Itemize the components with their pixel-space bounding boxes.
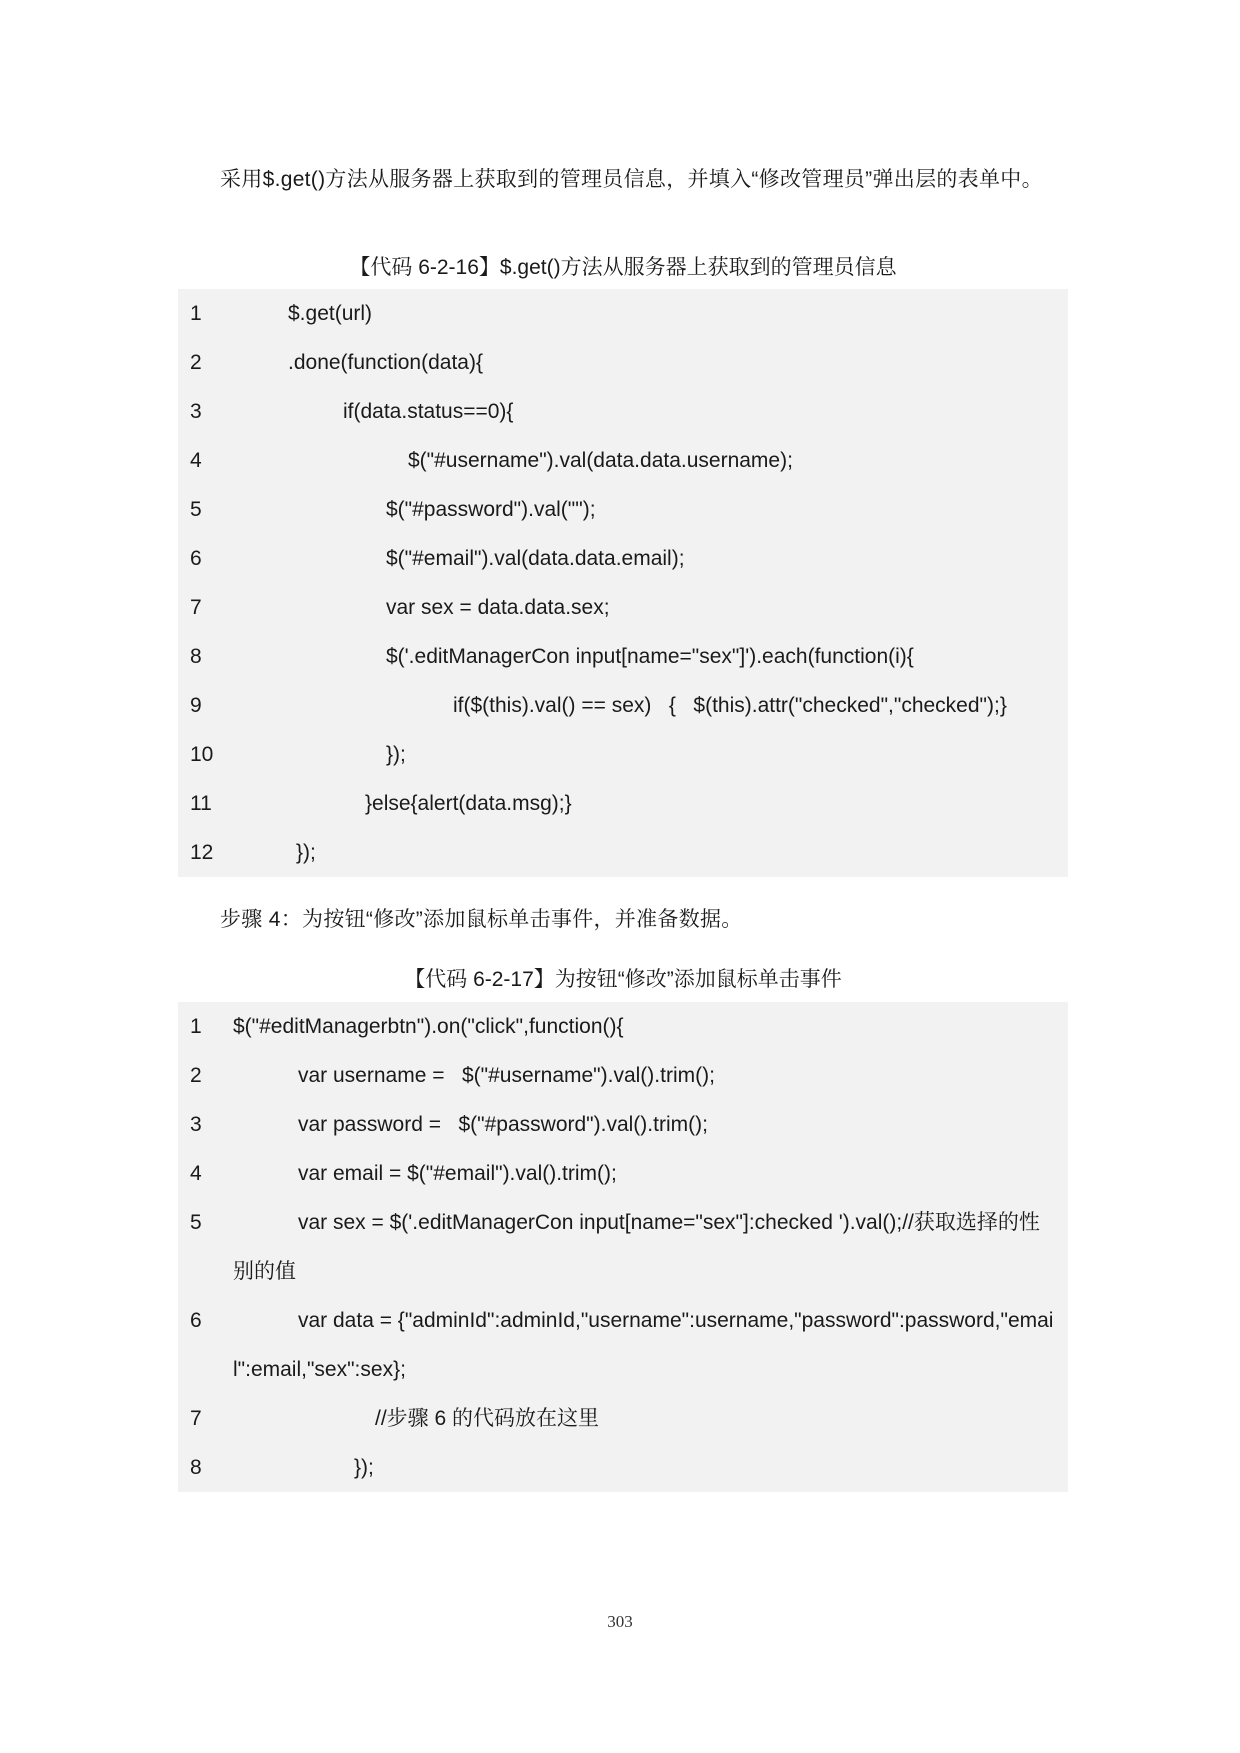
line-number: 3	[190, 1113, 202, 1136]
page-number: 303	[607, 1612, 633, 1631]
code-line	[178, 338, 1068, 387]
code-block-6-2-17	[178, 1002, 1068, 1492]
code-line	[178, 534, 1068, 583]
code-line	[178, 632, 1068, 681]
code-caption-6-2-16: 【代码 6-2-16】$.get()方法从服务器上获取到的管理员信息	[349, 256, 897, 279]
code-line	[178, 289, 1068, 338]
line-number: 2	[190, 1064, 202, 1087]
code-text: $("#password").val("");	[386, 498, 596, 521]
step4-paragraph: 步骤 4：为按钮“修改”添加鼠标单击事件，并准备数据。	[220, 908, 743, 931]
code-line	[178, 779, 1068, 828]
code-line	[178, 681, 1068, 730]
code-text: });	[354, 1456, 374, 1479]
code-text: $("#username").val(data.data.username);	[408, 449, 793, 472]
code-text: $('.editManagerCon input[name="sex"]').each(function(i){	[386, 645, 914, 668]
code-line	[178, 1443, 1068, 1492]
code-line	[178, 828, 1068, 877]
line-number: 7	[190, 596, 202, 619]
line-number: 7	[190, 1407, 202, 1430]
line-number: 10	[190, 743, 214, 766]
code-line	[178, 1296, 1068, 1394]
line-number: 4	[190, 449, 202, 472]
line-number: 1	[190, 1015, 202, 1038]
line-number: 6	[190, 547, 202, 570]
code-text: var username = $("#username").val().trim();	[298, 1064, 715, 1087]
line-number: 8	[190, 1456, 202, 1479]
code-text: var data = {"adminId":adminId,"username":username,"password":password,"email":email,"sex":sex};	[233, 1309, 1054, 1381]
line-number: 6	[190, 1309, 202, 1332]
code-text: var email = $("#email").val().trim();	[298, 1162, 617, 1185]
code-line	[178, 1051, 1068, 1100]
line-number: 1	[190, 302, 202, 325]
line-number: 11	[190, 792, 212, 815]
code-caption-6-2-17: 【代码 6-2-17】为按钮“修改”添加鼠标单击事件	[404, 968, 842, 991]
code-text: });	[386, 743, 406, 766]
code-text: $.get(url)	[288, 302, 373, 325]
line-number: 9	[190, 694, 202, 717]
code-text: var sex = data.data.sex;	[386, 596, 610, 619]
line-number: 8	[190, 645, 202, 668]
code-text: }else{alert(data.msg);}	[365, 792, 572, 815]
code-text: //步骤 6 的代码放在这里	[375, 1407, 600, 1430]
code-block-6-2-16	[178, 289, 1068, 877]
code-line	[178, 485, 1068, 534]
code-line	[178, 387, 1068, 436]
code-line	[178, 730, 1068, 779]
code-text: .done(function(data){	[288, 351, 483, 374]
line-number: 2	[190, 351, 202, 374]
code-text: if($(this).val() == sex) { $(this).attr("checked","checked");}	[453, 694, 1007, 717]
code-line	[178, 1198, 1068, 1296]
code-line	[178, 1394, 1068, 1443]
code-line	[178, 436, 1068, 485]
line-number: 3	[190, 400, 202, 423]
code-text: if(data.status==0){	[343, 400, 514, 423]
code-line	[178, 1002, 1068, 1051]
line-number: 4	[190, 1162, 202, 1185]
line-number: 5	[190, 1211, 202, 1234]
code-text: $("#email").val(data.data.email);	[386, 547, 685, 570]
line-number: 5	[190, 498, 202, 521]
code-text: var password = $("#password").val().trim();	[298, 1113, 708, 1136]
code-line	[178, 1149, 1068, 1198]
intro-paragraph: 采用$.get()方法从服务器上获取到的管理员信息，并填入“修改管理员”弹出层的表单中。	[220, 168, 1043, 191]
line-number: 12	[190, 841, 214, 864]
code-text: var sex = $('.editManagerCon input[name="sex"]:checked ').val();//获取选择的性别的值	[233, 1211, 1040, 1283]
code-line	[178, 1100, 1068, 1149]
code-text: });	[296, 841, 316, 864]
code-text: $("#editManagerbtn").on("click",function(){	[233, 1015, 624, 1038]
code-line	[178, 583, 1068, 632]
